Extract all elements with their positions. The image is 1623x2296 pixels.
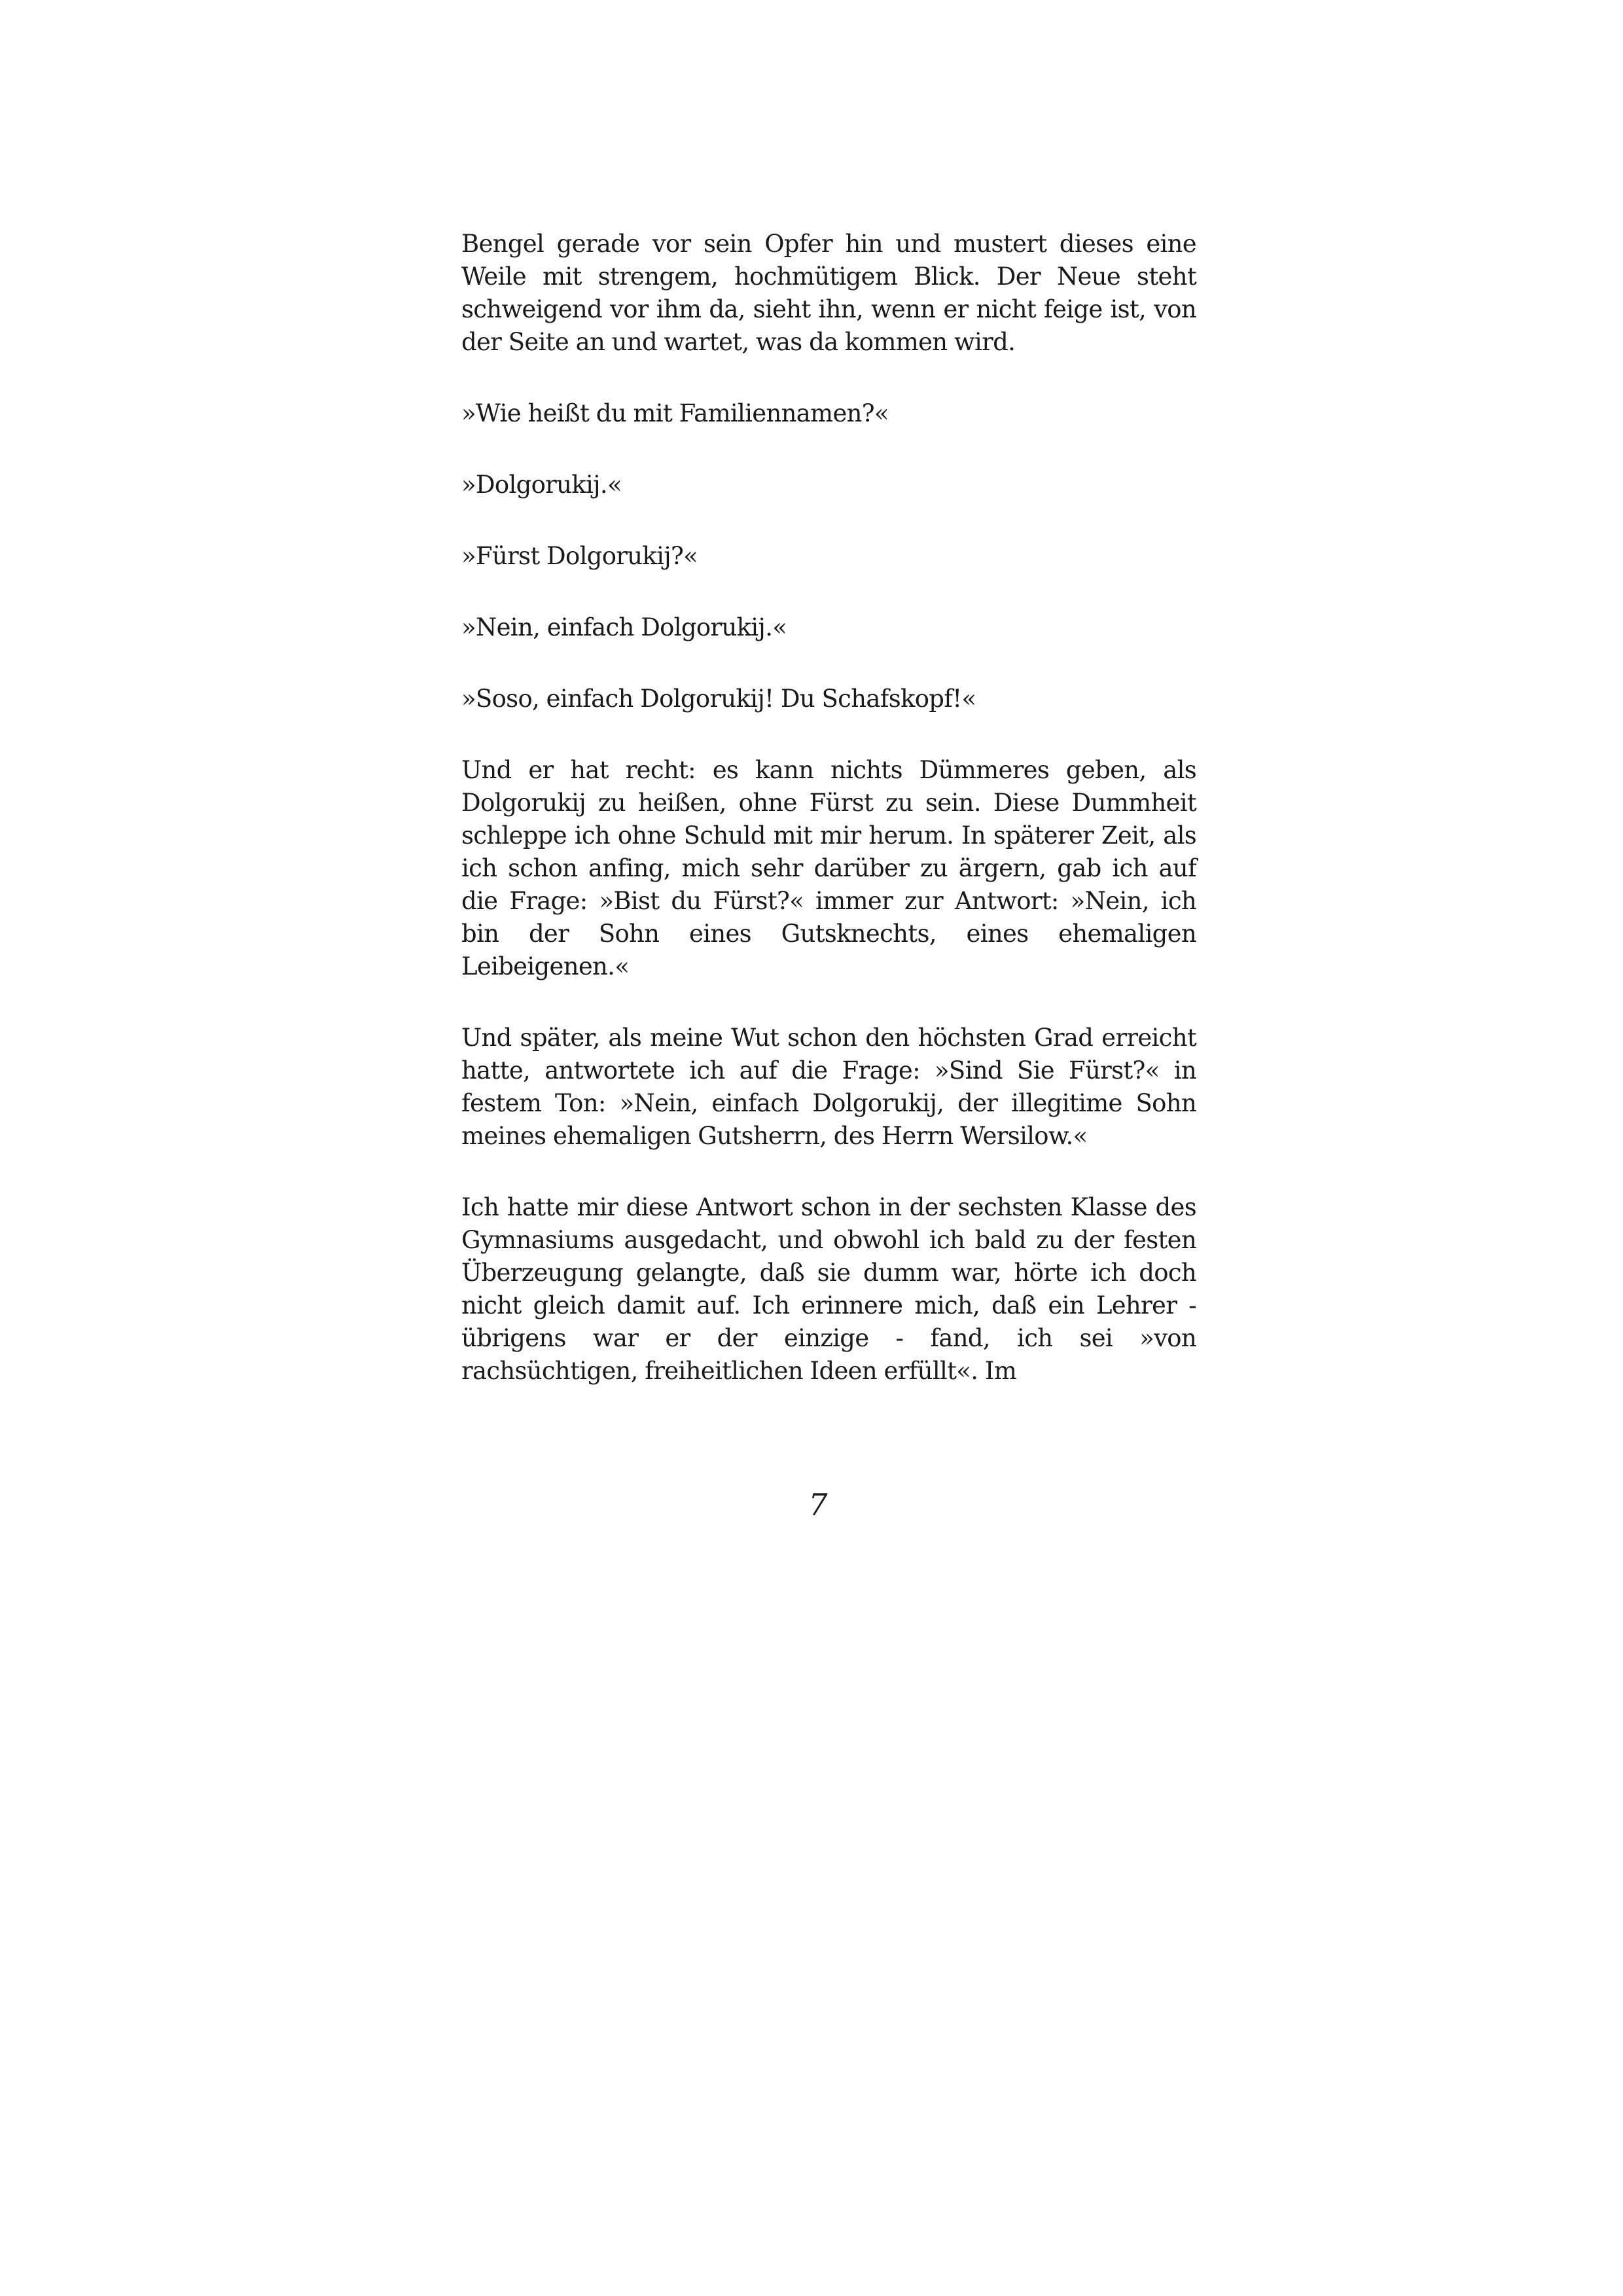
paragraph: Und später, als meine Wut schon den höchsten Grad erreicht hatte, antwortete ich auf die Frage: »Sind Sie Fürst?« in festem Ton: »Nein, einfach Dolgorukij, der illegitime Sohn meines ehemaligen Gutsherrn, des Herrn Wersilow.« (461, 1024, 1196, 1150)
dialogue-line: »Dolgorukij.« (461, 471, 622, 499)
page-number: 7 (808, 1487, 828, 1522)
paragraph: Ich hatte mir diese Antwort schon in der sechsten Klasse des Gymnasiums ausgedacht, und obwohl ich bald zu der festen Überzeugung gelangte, daß sie dumm war, hörte ich doch nicht gleich damit auf. Ich erinnere mich, daß ein Lehrer - übrigens war er der einzige - fand, ich sei »von rachsüchtigen, freiheitlichen Ideen erfüllt«. Im (461, 1193, 1196, 1385)
dialogue-line: »Wie heißt du mit Familiennamen?« (461, 399, 889, 427)
body-text (461, 228, 1196, 1426)
dialogue-line: »Soso, einfach Dolgorukij! Du Schafskopf!« (461, 685, 976, 713)
dialogue-line: »Nein, einfach Dolgorukij.« (461, 613, 787, 641)
paragraph: Bengel gerade vor sein Opfer hin und mustert dieses eine Weile mit strengem, hochmütigem Blick. Der Neue steht schweigend vor ihm da, sieht ihn, wenn er nicht feige ist, von der Seite an und wartet, was da kommen wird. (461, 230, 1196, 356)
paragraph: Und er hat recht: es kann nichts Dümmeres geben, als Dolgorukij zu heißen, ohne Fürst zu sein. Diese Dummheit schleppe ich ohne Schuld mit mir herum. In späterer Zeit, als ich schon anfing, mich sehr darüber zu ärgern, gab ich auf die Frage: »Bist du Fürst?« immer zur Antwort: »Nein, ich bin der Sohn eines Gutsknechts, eines ehemaligen Leibeigenen.« (461, 756, 1196, 980)
dialogue-line: »Fürst Dolgorukij?« (461, 542, 698, 570)
